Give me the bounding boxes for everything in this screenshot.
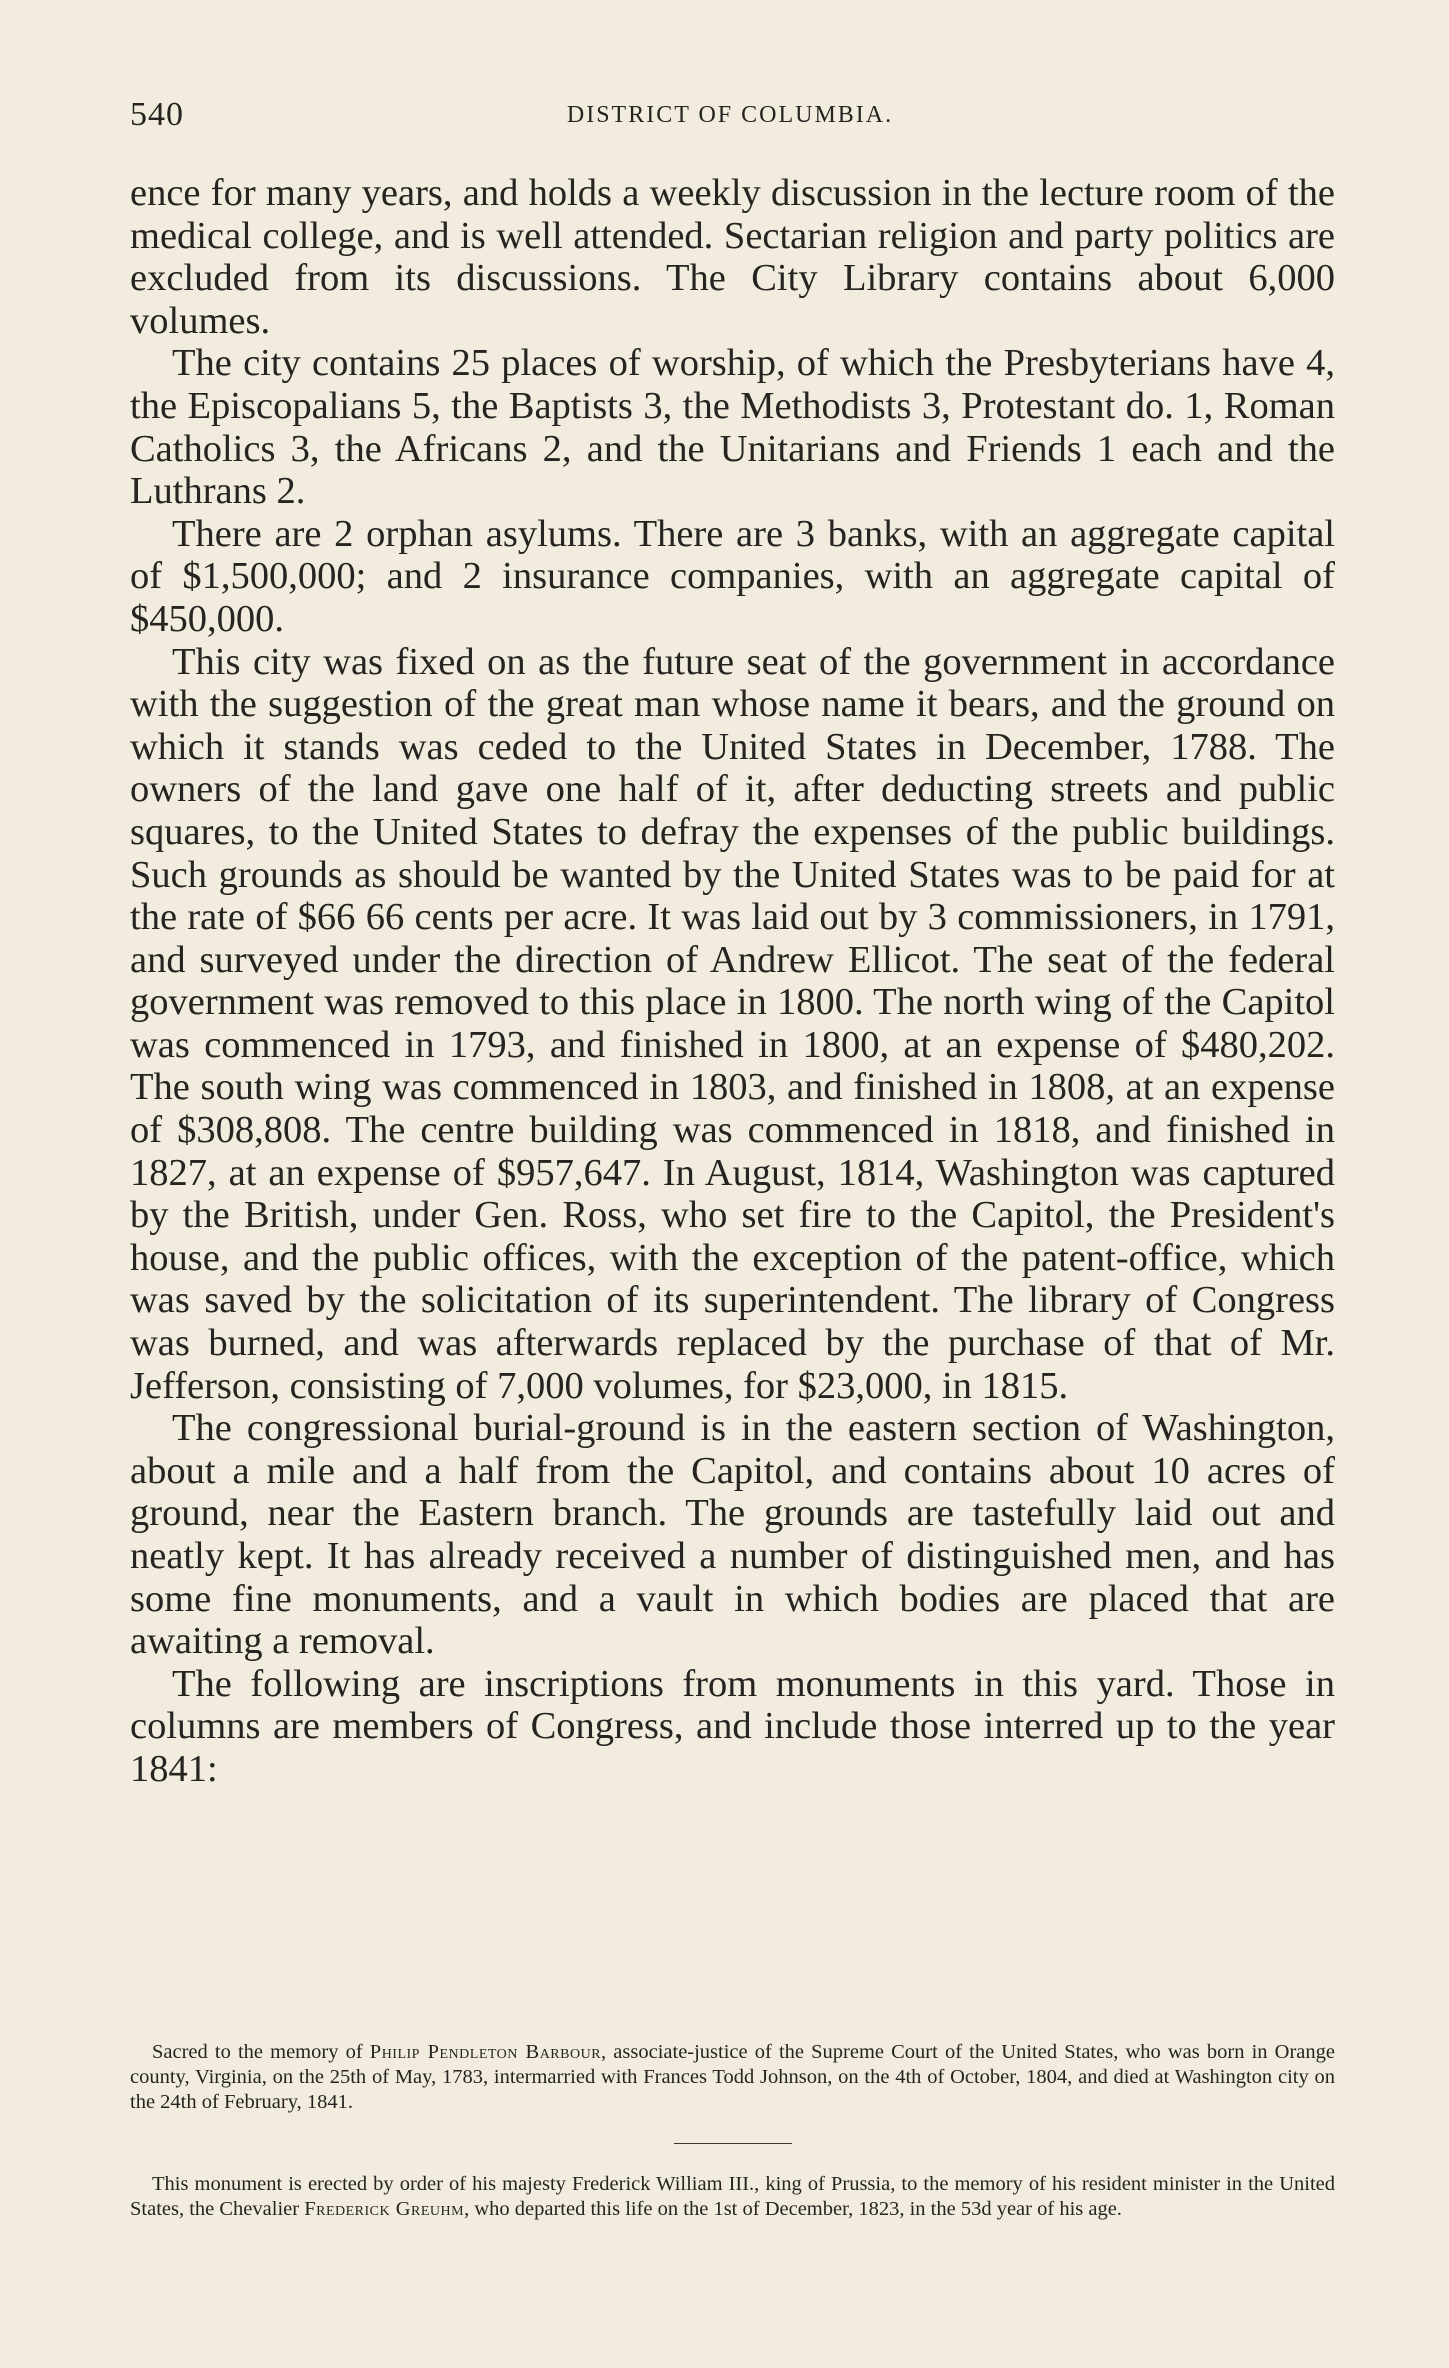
paragraph-burial-ground: The congressional burial-ground is in the eastern section of Washington, about a mile and a half from the Capitol, and contains about 10 acres of ground, near the Eastern branch. The grounds are tastefully laid out and neatly kept. It has already received a number of distinguished men, and has some fine monuments, and a vault in which bodies are placed that are awaiting a removal. [130, 1407, 1335, 1663]
paragraph-asylums-banks: There are 2 orphan asylums. There are 3 banks, with an aggregate capital of $1,500,000; and 2 insurance companies, with an aggregate capital of $450,000. [130, 512, 1335, 640]
inscription-name: Frederick Greuhm [304, 2198, 465, 2220]
inscription-text: This monument is erected by order of his majesty Frederick William III., king of Prussia, to the memory of his resident minister in the United States, the Chevalier [130, 2173, 1335, 2220]
paragraph-inscriptions-intro: The following are inscriptions from monuments in this yard. Those in columns are members of Congress, and include those interred up to the year 1841: [130, 1662, 1335, 1790]
running-title: DISTRICT OF COLUMBIA. [566, 102, 894, 128]
inscription-greuhm [130, 2172, 1335, 2222]
inscription-text: , associate-justice of the Supreme Court of the United States, who was born in Orange county, Virginia, on the 25th of May, 1783, intermarried with Frances Todd Johnson, on the 4th of October, 1804, and died at Washington city on the 24th of February, 1841. [130, 2041, 1335, 2113]
separator-rule [674, 2143, 792, 2144]
page-header [130, 96, 1330, 136]
inscription-text: Sacred to the memory of [152, 2041, 370, 2063]
paragraph-worship: The city contains 25 places of worship, of which the Presbyterians have 4, the Episcopalians 5, the Baptists 3, the Methodists 3, Protestant do. 1, Roman Catholics 3, the Africans 2, and the Unitarians and Friends 1 each and the Luthrans 2. [130, 342, 1335, 513]
body-text [130, 172, 1335, 1791]
inscription-barbour [130, 2040, 1335, 2115]
page-number: 540 [130, 96, 184, 133]
paragraph-city-history: This city was fixed on as the future seat of the government in accordance with the suggestion of the great man whose name it bears, and the ground on which it stands was ceded to the United States in December, 1788. The owners of the land gave one half of it, after deducting streets and public squares, to the United States to defray the expenses of the public buildings. Such grounds as should be wanted by the United States was to be paid for at the rate of $66 66 cents per acre. It was laid out by 3 commissioners, in 1791, and surveyed under the direction of Andrew Ellicot. The seat of the federal government was removed to this place in 1800. The north wing of the Capitol was commenced in 1793, and finished in 1800, at an expense of $480,202. The south wing was commenced in 1803, and finished in 1808, at an expense of $308,808. The centre building was commenced in 1818, and finished in 1827, at an expense of $957,647. In August, 1814, Washington was captured by the British, under Gen. Ross, who set fire to the Capitol, the President's house, and the public offices, with the exception of the patent-office, which was saved by the solicitation of its superintendent. The library of Congress was burned, and was afterwards replaced by the purchase of that of Mr. Jefferson, consisting of 7,000 volumes, for $23,000, in 1815. [130, 640, 1335, 1407]
inscription-text: , who departed this life on the 1st of December, 1823, in the 53d year of his age. [464, 2198, 1122, 2220]
inscription-name: Philip Pendleton Barbour [369, 2041, 602, 2063]
paragraph-library: ence for many years, and holds a weekly discussion in the lecture room of the medical college, and is well attended. Sectarian religion and party politics are excluded from its discussions. The City Library contains about 6,000 volumes. [130, 172, 1335, 342]
inscriptions [130, 2040, 1335, 2222]
